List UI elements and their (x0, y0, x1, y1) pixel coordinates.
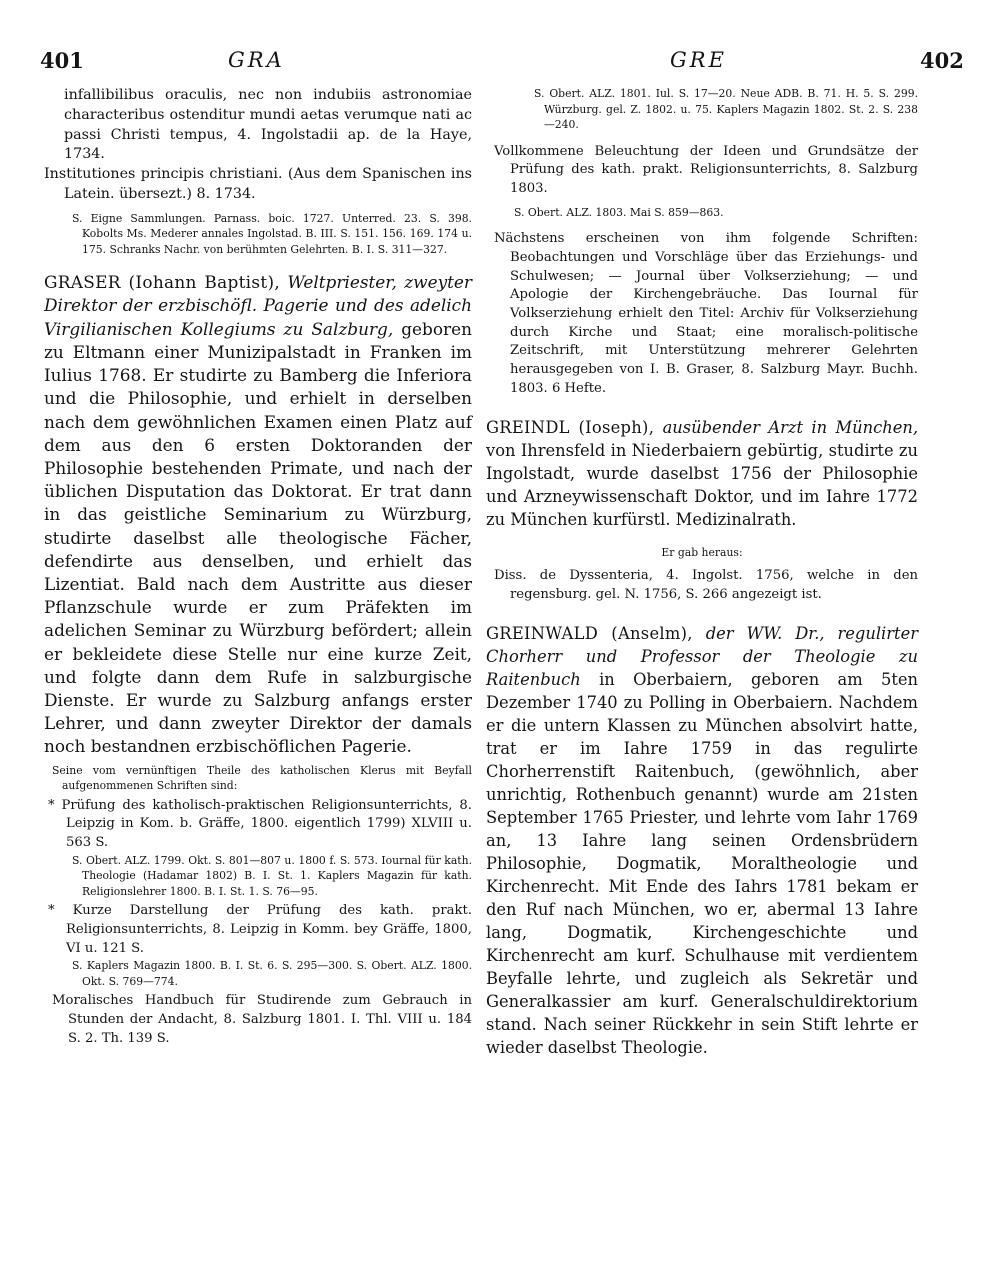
references-kurze-darstellung: S. Kaplers Magazin 1800. B. I. St. 6. S. 295—300. S. Obert. ALZ. 1800. Okt. S. 769—774. (72, 959, 472, 988)
greinwald-name: GREINWALD (Anselm), (486, 624, 693, 644)
entry-continuation: infallibilibus oraculis, nec non indubiis astronomiae characteribus ostenditur mundi aetas verumque nati ac passi Christi tempus, 4. Ingolstadii ap. de la Haye, 1734. (64, 87, 472, 163)
references-pruefung: S. Obert. ALZ. 1799. Okt. S. 801—807 u. 1800 f. S. 573. Iournal für kath. Theologie (Hadamar 1802) B. I. St. 1. Kaplers Magazin für kath. Religionslehrer 1800. B. I. St. 1. S. 76—95. (72, 853, 472, 898)
work-beleuchtung: Vollkommene Beleuchtung der Ideen und Grundsätze der Prüfung des kath. prakt. Religionsunterrichts, 8. Salzburg 1803. (494, 143, 918, 196)
work-kurze-darstellung: * Kurze Darstellung der Prüfung des kath. prakt. Religionsunterrichts, 8. Leipzig in Komm. bey Gräffe, 1800, VI u. 121 S. (48, 903, 472, 956)
works-intro: Seine vom vernünftigen Theile des katholischen Klerus mit Beyfall aufgenommenen Schriften sind: (52, 763, 472, 793)
references-handbuch: S. Obert. ALZ. 1801. Iul. S. 17—20. Neue ADB. B. 71. H. 5. S. 299. Würzburg. gel. Z. 1802. u. 75. Kaplers Magazin 1802. St. 2. S. 238—240. (534, 87, 918, 131)
right-page-number: 402 (920, 48, 964, 73)
work-pruefung: * Prüfung des katholisch-praktischen Religionsunterrichts, 8. Leipzig in Kom. b. Gräffe, 1800. eigentlich 1799) XLVIII u. 563 S. (48, 797, 472, 850)
graser-name: GRASER (Iohann Baptist), (44, 272, 280, 293)
left-column (44, 86, 472, 1048)
entry-graser (44, 271, 472, 758)
entry-greindl (486, 416, 918, 531)
forthcoming-works: Nächstens erscheinen von ihm folgende Schriften: Beobachtungen und Vorschläge über das Erziehungs- und Schulwesen; — Journal über Volkserziehung; — und Apologie der Kirchengebräuche. Das Iournal für Volkserziehung erhielt den Titel: Archiv für Volkserziehung durch Kirche und Staat; eine moralisch-politische Zeitschrift, mit Unterstützung mehrerer Gelehrten herausgegeben von I. B. Graser, 8. Salzburg Mayr. Buchh. 1803. 6 Hefte. (494, 231, 918, 396)
left-running-head: GRA (228, 48, 285, 72)
right-running-head: GRE (670, 48, 727, 72)
greindl-works-intro: Er gab heraus: (661, 546, 743, 560)
greindl-title: ausübender Arzt in München, (662, 418, 918, 438)
work-moralisches-handbuch: Moralisches Handbuch für Studirende zum Gebrauch in Stunden der Andacht, 8. Salzburg 1801. I. Thl. VIII u. 184 S. 2. Th. 139 S. (52, 993, 472, 1046)
graser-body: geboren zu Eltmann einer Munizipalstadt in Franken im Iulius 1768. Er studirte zu Bamberg die Inferiora und die Philosophie, und erhielt in derselben nach dem gewöhnlichen Examen einen Platz auf dem aus den 6 ersten Doktoranden der Philosophie bestehenden Primate, und nach der üblichen Disputation das Doktorat. Er trat dann in das geistliche Seminarium zu Würzburg, studirte daselbst alle theologische Fächer, defendirte aus denselben, und erhielt das Lizentiat. Bald nach dem Austritte aus dieser Pflanzschule wurde er zum Präfekten im adelichen Seminar zu Würzburg befördert; allein er bekleidete diese Stelle nur eine kurze Zeit, und folgte dann dem Rufe in salzburgische Dienste. Er wurde zu Salzburg anfangs erster Lehrer, und dann zweyter Direktor der damals noch bestandnen erzbischöflichen Pagerie. (44, 318, 472, 757)
left-page-number: 401 (40, 48, 84, 73)
entry-greinwald (486, 622, 918, 1059)
references-1: S. Eigne Sammlungen. Parnass. boic. 1727. Unterred. 23. S. 398. Kobolts Ms. Mederer annales Ingolstad. B. III. S. 151. 156. 169. 174 u. 175. Schranks Nachr. von berühmten Gelehrten. B. I. S. 311—327. (72, 211, 472, 256)
greinwald-body: in Oberbaiern, geboren am 5ten Dezember 1740 zu Polling in Oberbaiern. Nachdem er die untern Klassen zu München absolvirt hatte, trat er im Iahre 1759 in das regulirte Chorherrenstift Raitenbuch, (gewöhnlich, aber unrichtig, Rothenbuch genannt) wurde am 21sten September 1765 Priester, und lehrte vom Iahr 1769 an, 13 Iahre lang seinen Ordensbrüdern Philosophie, Dogmatik, Moraltheologie und Kirchenrecht. Mit Ende des Iahrs 1781 bekam er den Ruf nach München, wo er, abermal 13 Iahre lang, Dogmatik, Kirchengeschichte und Kirchenrecht am kurf. Schulhause mit verdientem Beyfalle lehrte, und zugleich als Sekretär und Generalkassier am kurf. Generalschuldirektorium stand. Nach seiner Rückkehr in sein Stift lehrte er wieder daselbst Theologie. (486, 670, 918, 1058)
work-institutiones: Institutiones principis christiani. (Aus dem Spanischen ins Latein. übersezt.) 8. 1734. (44, 166, 472, 202)
graser-title: Weltpriester, zweyter Direktor der erzbischöfl. Pagerie und des adelich Virgilianischen Kollegiums zu Salzburg, (44, 272, 472, 339)
greindl-body: von Ihrensfeld in Niederbaiern gebürtig, studirte zu Ingolstadt, wurde daselbst 1756 der Philosophie und Arzneywissenschaft Doktor, und im Iahre 1772 zu München kurfürstl. Medizinalrath. (486, 441, 918, 530)
references-beleuchtung: S. Obert. ALZ. 1803. Mai S. 859—863. (514, 205, 724, 219)
work-dyssenteria: Diss. de Dyssenteria, 4. Ingolst. 1756, welche in den regensburg. gel. N. 1756, S. 266 angezeigt ist. (494, 567, 918, 602)
right-column (486, 86, 918, 1059)
greinwald-title: der WW. Dr., regulirter Chorherr und Professor der Theologie zu Raitenbuch (486, 624, 918, 690)
greindl-name: GREINDL (Ioseph), (486, 418, 655, 438)
